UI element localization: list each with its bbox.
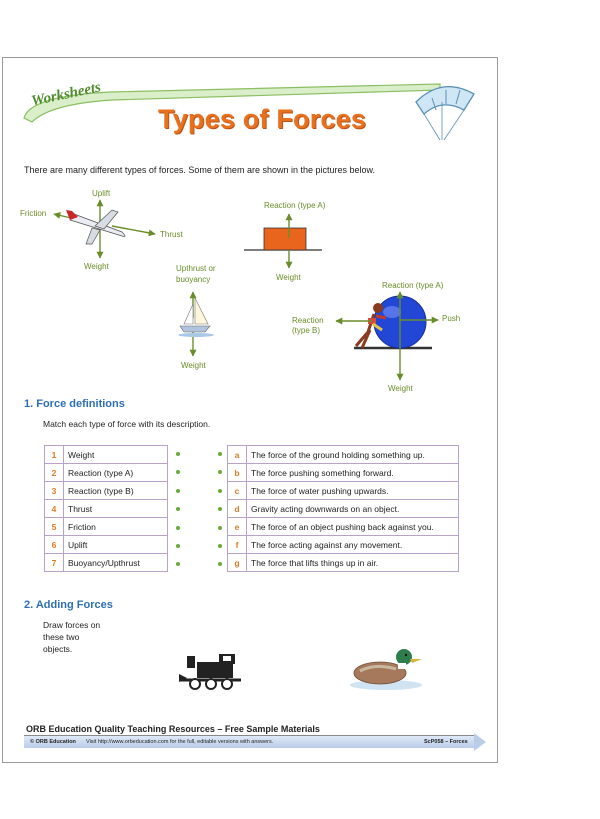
intro-text: There are many different types of forces. Some of them are shown in the pictures below.	[24, 165, 376, 175]
force-name-row	[45, 536, 168, 554]
force-name-row	[45, 446, 168, 464]
label-ball-weight: Weight	[388, 384, 413, 393]
description-text: The force pushing something forward.	[247, 464, 459, 482]
force-description-row	[228, 518, 459, 536]
force-names-table	[44, 445, 168, 572]
force-number: 6	[45, 536, 64, 554]
description-text: The force of the ground holding something up.	[247, 446, 459, 464]
force-description-row	[228, 554, 459, 572]
force-name: Thrust	[64, 500, 168, 518]
label-plane-weight: Weight	[84, 262, 109, 271]
section2-instruction-3: objects.	[43, 644, 73, 654]
force-description-row	[228, 446, 459, 464]
match-dot-left[interactable]	[176, 452, 180, 456]
label-boat-upthrust-1: Upthrust or	[176, 264, 216, 273]
force-number: 1	[45, 446, 64, 464]
plane-diagram	[54, 200, 155, 258]
section1-instruction: Match each type of force with its description.	[43, 419, 211, 429]
section1-heading: 1. Force definitions	[24, 398, 125, 410]
force-description-row	[228, 464, 459, 482]
label-ball-reaction-a: Reaction (type A)	[382, 281, 444, 290]
description-text: The force that lifts things up in air.	[247, 554, 459, 572]
force-name: Uplift	[64, 536, 168, 554]
match-dot-left[interactable]	[176, 544, 180, 548]
section2-instruction-1: Draw forces on	[43, 620, 101, 630]
description-letter: d	[228, 500, 247, 518]
force-name-row	[45, 500, 168, 518]
force-name-row	[45, 482, 168, 500]
label-boat-weight: Weight	[181, 361, 206, 370]
description-letter: e	[228, 518, 247, 536]
label-plane-uplift: Uplift	[92, 189, 111, 198]
footer-arrow-icon	[474, 733, 488, 751]
section2-heading: 2. Adding Forces	[24, 599, 113, 611]
sailboat-icon	[178, 298, 214, 337]
ball-diagram	[336, 292, 438, 380]
force-number: 7	[45, 554, 64, 572]
box-diagram	[244, 214, 322, 268]
match-dot-right[interactable]	[218, 526, 222, 530]
label-ball-push: Push	[442, 314, 461, 323]
match-dot-left[interactable]	[176, 489, 180, 493]
force-name: Reaction (type A)	[64, 464, 168, 482]
force-name: Buoyancy/Upthrust	[64, 554, 168, 572]
force-description-row	[228, 482, 459, 500]
footer-title: ORB Education Quality Teaching Resources – Free Sample Materials	[26, 724, 320, 734]
banner-label: Worksheets	[30, 79, 103, 110]
label-ball-reaction-b-2: (type B)	[292, 326, 321, 335]
force-number: 2	[45, 464, 64, 482]
label-box-reaction: Reaction (type A)	[264, 201, 326, 210]
description-letter: a	[228, 446, 247, 464]
force-description-row	[228, 500, 459, 518]
description-text: The force of water pushing upwards.	[247, 482, 459, 500]
force-number: 5	[45, 518, 64, 536]
force-number: 4	[45, 500, 64, 518]
duck-icon	[346, 643, 426, 693]
force-name-row	[45, 464, 168, 482]
steam-train-icon	[175, 650, 245, 692]
force-name: Reaction (type B)	[64, 482, 168, 500]
description-letter: b	[228, 464, 247, 482]
description-text: The force of an object pushing back against you.	[247, 518, 459, 536]
description-text: Gravity acting downwards on an object.	[247, 500, 459, 518]
force-name-row	[45, 518, 168, 536]
boat-diagram	[178, 292, 214, 356]
label-ball-reaction-b-1: Reaction	[292, 316, 324, 325]
label-plane-thrust: Thrust	[160, 230, 183, 239]
force-name: Weight	[64, 446, 168, 464]
label-boat-upthrust-2: buoyancy	[176, 275, 211, 284]
page-title: Types of Forces	[158, 104, 367, 134]
label-plane-friction: Friction	[20, 209, 47, 218]
force-name-row	[45, 554, 168, 572]
footer-visit: Visit http://www.orbeducation.com for the full, editable versions with answers.	[86, 739, 274, 745]
label-box-weight: Weight	[276, 273, 301, 282]
description-letter: c	[228, 482, 247, 500]
description-letter: g	[228, 554, 247, 572]
match-dot-left[interactable]	[176, 526, 180, 530]
section2-instruction-2: these two	[43, 632, 80, 642]
description-letter: f	[228, 536, 247, 554]
description-text: The force acting against any movement.	[247, 536, 459, 554]
force-name: Friction	[64, 518, 168, 536]
match-dot-right[interactable]	[218, 489, 222, 493]
footer-copyright: © ORB Education	[30, 739, 76, 745]
match-dot-right[interactable]	[218, 544, 222, 548]
force-number: 3	[45, 482, 64, 500]
force-description-row	[228, 536, 459, 554]
match-dot-right[interactable]	[218, 452, 222, 456]
force-descriptions-table	[227, 445, 459, 572]
footer-code: ScP058 – Forces	[424, 739, 468, 745]
